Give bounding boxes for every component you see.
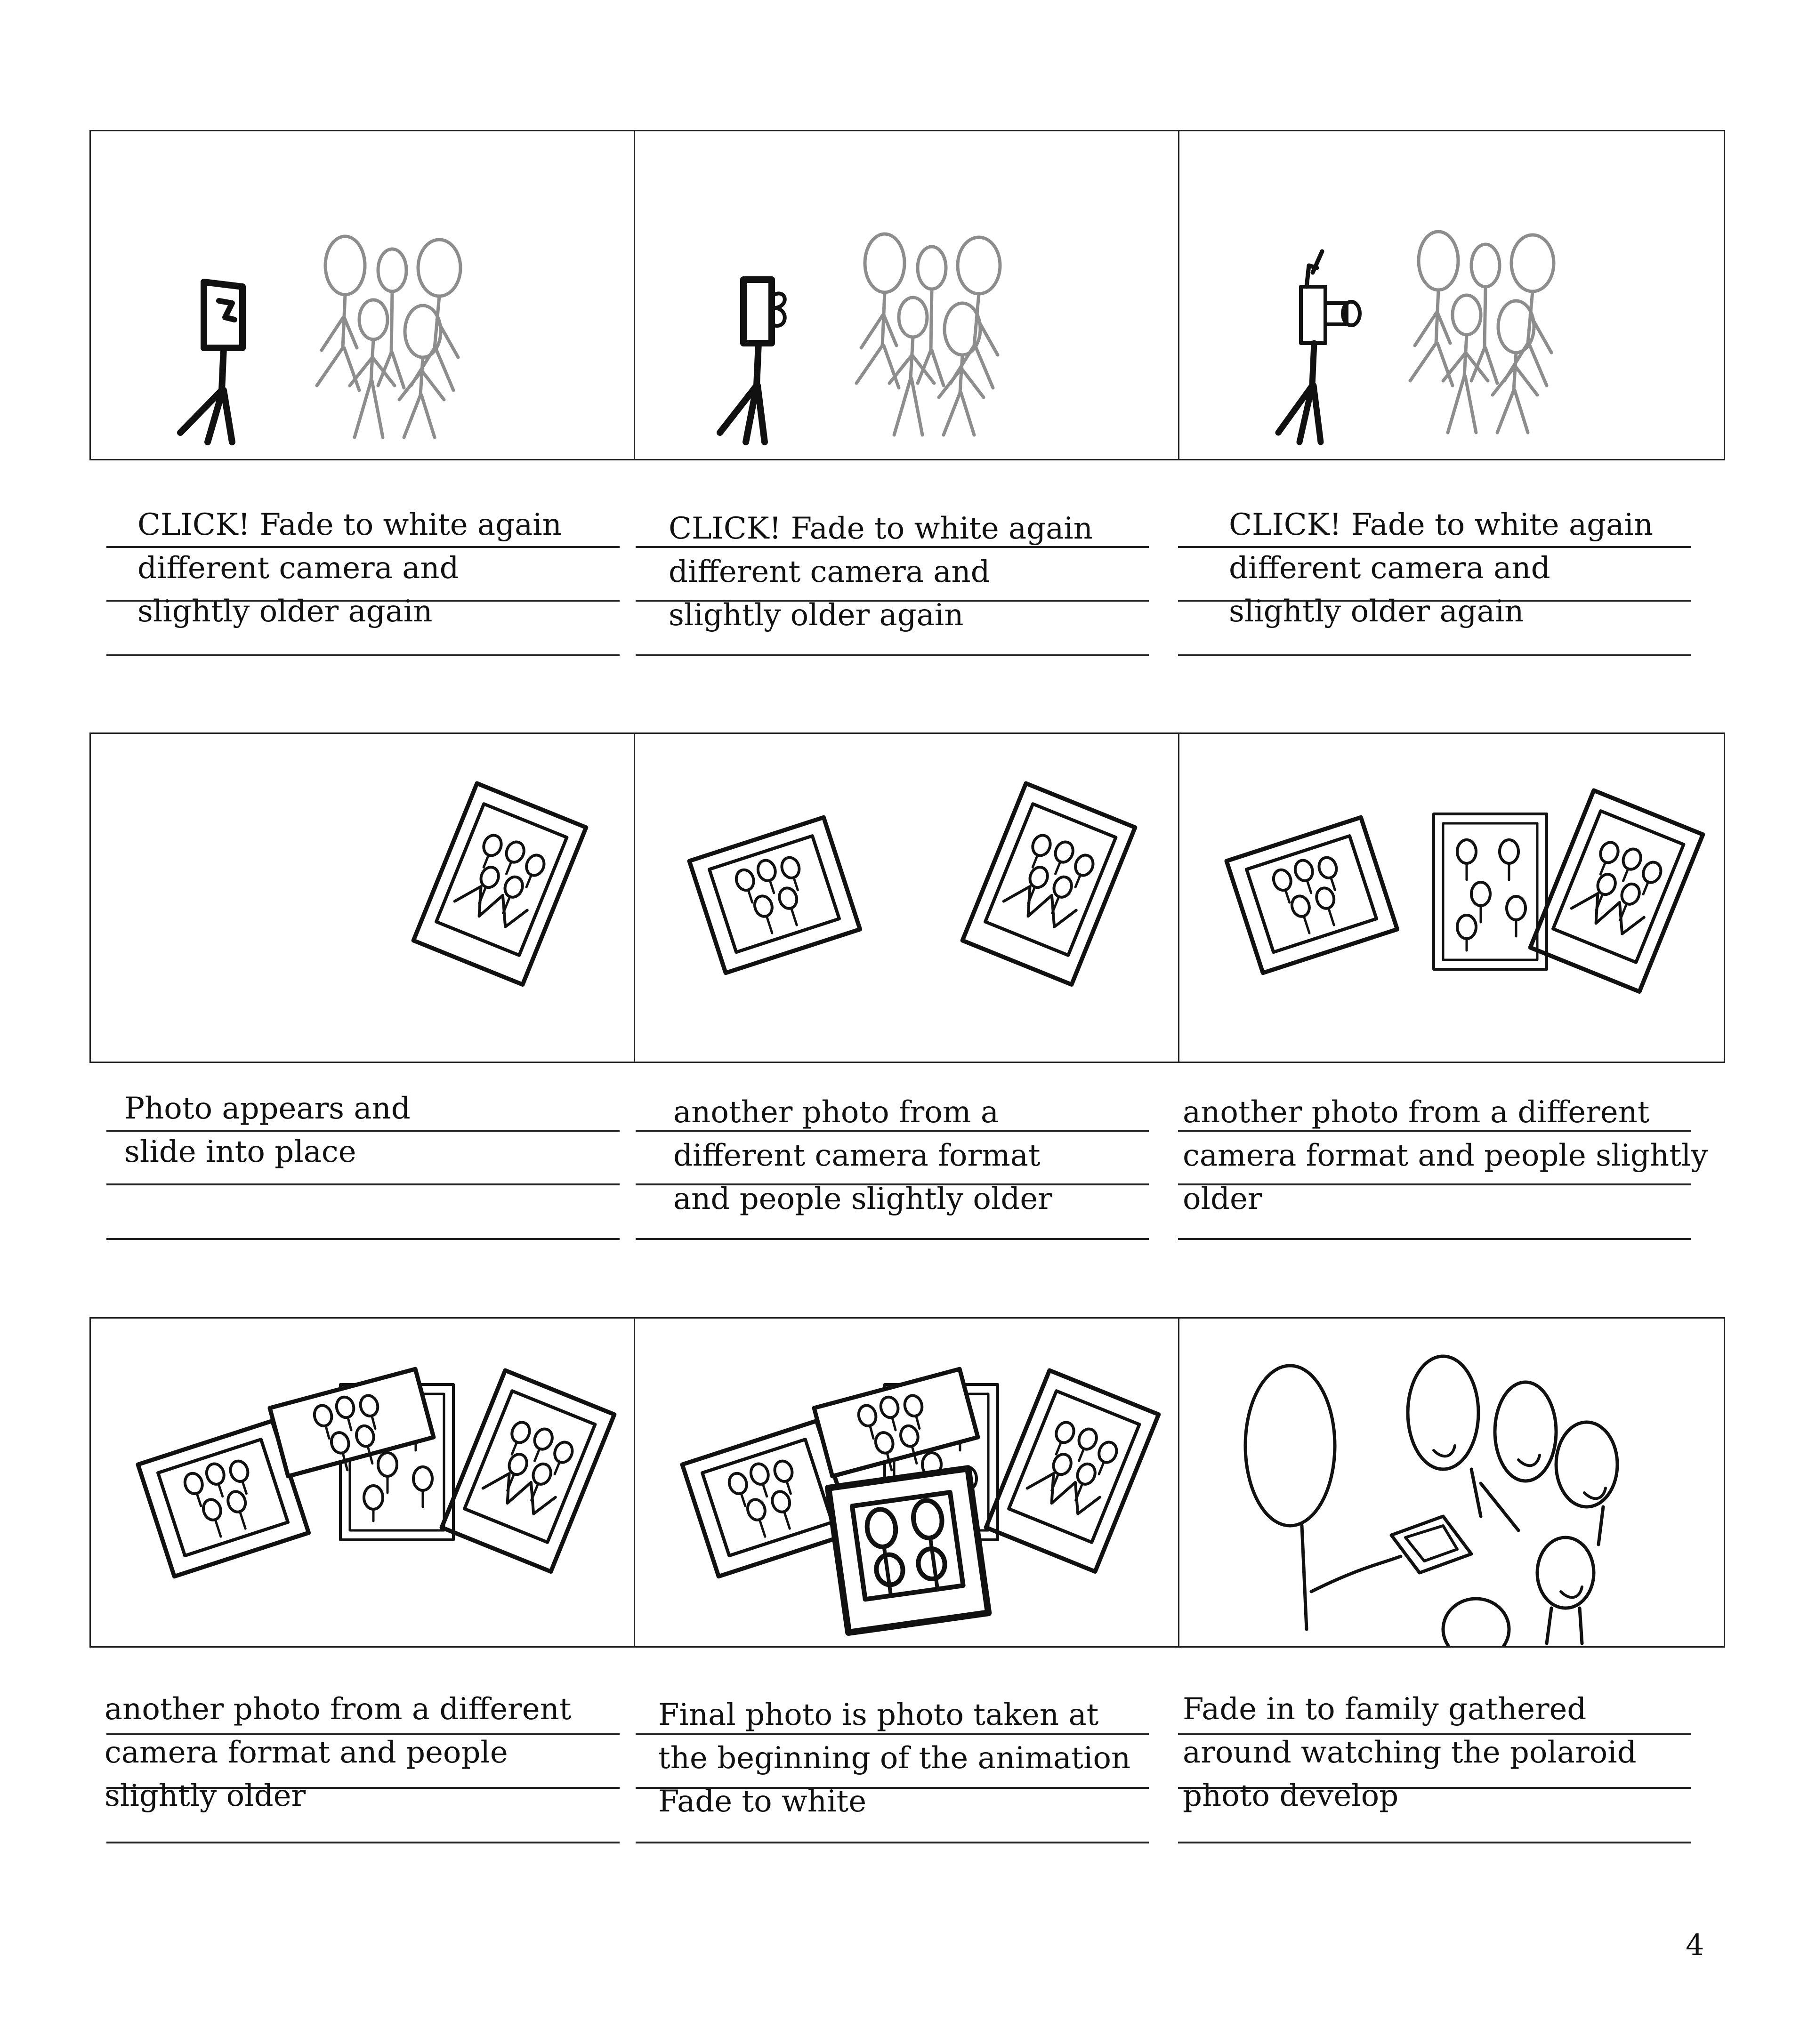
note-line: different camera and — [669, 555, 990, 589]
note-rule — [106, 1183, 620, 1185]
panel-3-3-notes — [1178, 1694, 1691, 1835]
storyboard-row-1 — [89, 130, 1723, 633]
note-line: CLICK! Fade to white again — [137, 507, 562, 542]
note-line: around watching the polaroid — [1183, 1735, 1637, 1770]
note-rule — [106, 654, 620, 656]
panel-2-2-notes — [636, 1090, 1149, 1231]
note-rule — [636, 1733, 1149, 1735]
note-line: slightly older — [105, 1778, 306, 1813]
note-rule — [1178, 1130, 1691, 1132]
panel-1-2-sketch — [635, 131, 1179, 459]
note-rule — [1178, 546, 1691, 548]
note-line: another photo from a different — [105, 1692, 572, 1727]
note-rule — [106, 1238, 620, 1240]
panel-3-1-sketch — [91, 1319, 635, 1646]
note-line: CLICK! Fade to white again — [1229, 507, 1653, 542]
note-rule — [106, 1130, 620, 1132]
panel-3-1-notes — [106, 1694, 620, 1835]
note-line: camera format and people — [105, 1735, 508, 1770]
note-line: slightly older again — [669, 598, 964, 633]
note-line: photo develop — [1183, 1778, 1399, 1813]
note-line: different camera format — [673, 1138, 1041, 1173]
note-line: slightly older again — [1229, 594, 1524, 629]
panel-1-2-notes — [636, 507, 1149, 648]
panel-2-1 — [89, 732, 637, 1063]
note-line: different camera and — [137, 551, 459, 586]
note-line: camera format and people slightly — [1183, 1138, 1708, 1173]
panel-2-2 — [634, 732, 1181, 1063]
note-line: the beginning of the animation — [658, 1741, 1131, 1776]
panel-3-3-sketch — [1179, 1319, 1724, 1646]
panel-1-1-notes — [106, 507, 620, 648]
panel-1-3-notes — [1178, 507, 1691, 648]
panel-2-3-sketch — [1179, 734, 1724, 1062]
panel-1-3-sketch — [1179, 131, 1724, 459]
note-line: another photo from a — [673, 1095, 999, 1130]
note-rule — [106, 546, 620, 548]
note-rule — [636, 1842, 1149, 1843]
note-line: Fade in to family gathered — [1183, 1692, 1587, 1727]
storyboard-row-3 — [89, 1317, 1723, 1819]
panel-2-1-notes — [106, 1090, 620, 1231]
note-rule — [1178, 1238, 1691, 1240]
panel-3-2-sketch — [635, 1319, 1179, 1646]
note-rule — [1178, 1842, 1691, 1843]
panel-1-1 — [89, 130, 637, 460]
note-line: Photo appears and — [124, 1091, 411, 1126]
panel-3-1 — [89, 1317, 637, 1648]
panel-1-2 — [634, 130, 1181, 460]
note-line: slightly older again — [137, 594, 433, 629]
storyboard-row-2 — [89, 732, 1723, 1216]
panel-1-3 — [1178, 130, 1725, 460]
note-line: older — [1183, 1182, 1262, 1216]
panel-3-2-notes — [636, 1694, 1149, 1835]
note-line: CLICK! Fade to white again — [669, 511, 1093, 546]
panel-2-3-notes — [1178, 1090, 1708, 1231]
note-rule — [636, 1130, 1149, 1132]
note-rule — [636, 546, 1149, 548]
note-line: different camera and — [1229, 551, 1550, 586]
note-rule — [106, 1842, 620, 1843]
panel-3-3 — [1178, 1317, 1725, 1648]
panel-1-1-sketch — [91, 131, 635, 459]
note-line: another photo from a different — [1183, 1095, 1650, 1130]
note-line: and people slightly older — [673, 1182, 1052, 1216]
note-line: slide into place — [124, 1135, 356, 1169]
note-rule — [636, 1238, 1149, 1240]
panel-2-3 — [1178, 732, 1725, 1063]
page-number: 4 — [1686, 1928, 1704, 1962]
panel-2-2-sketch — [635, 734, 1179, 1062]
note-rule — [1178, 654, 1691, 656]
panel-3-2 — [634, 1317, 1181, 1648]
note-line: Fade to white — [658, 1784, 867, 1819]
panel-2-1-sketch — [91, 734, 635, 1062]
note-line: Final photo is photo taken at — [658, 1698, 1099, 1732]
note-rule — [636, 654, 1149, 656]
